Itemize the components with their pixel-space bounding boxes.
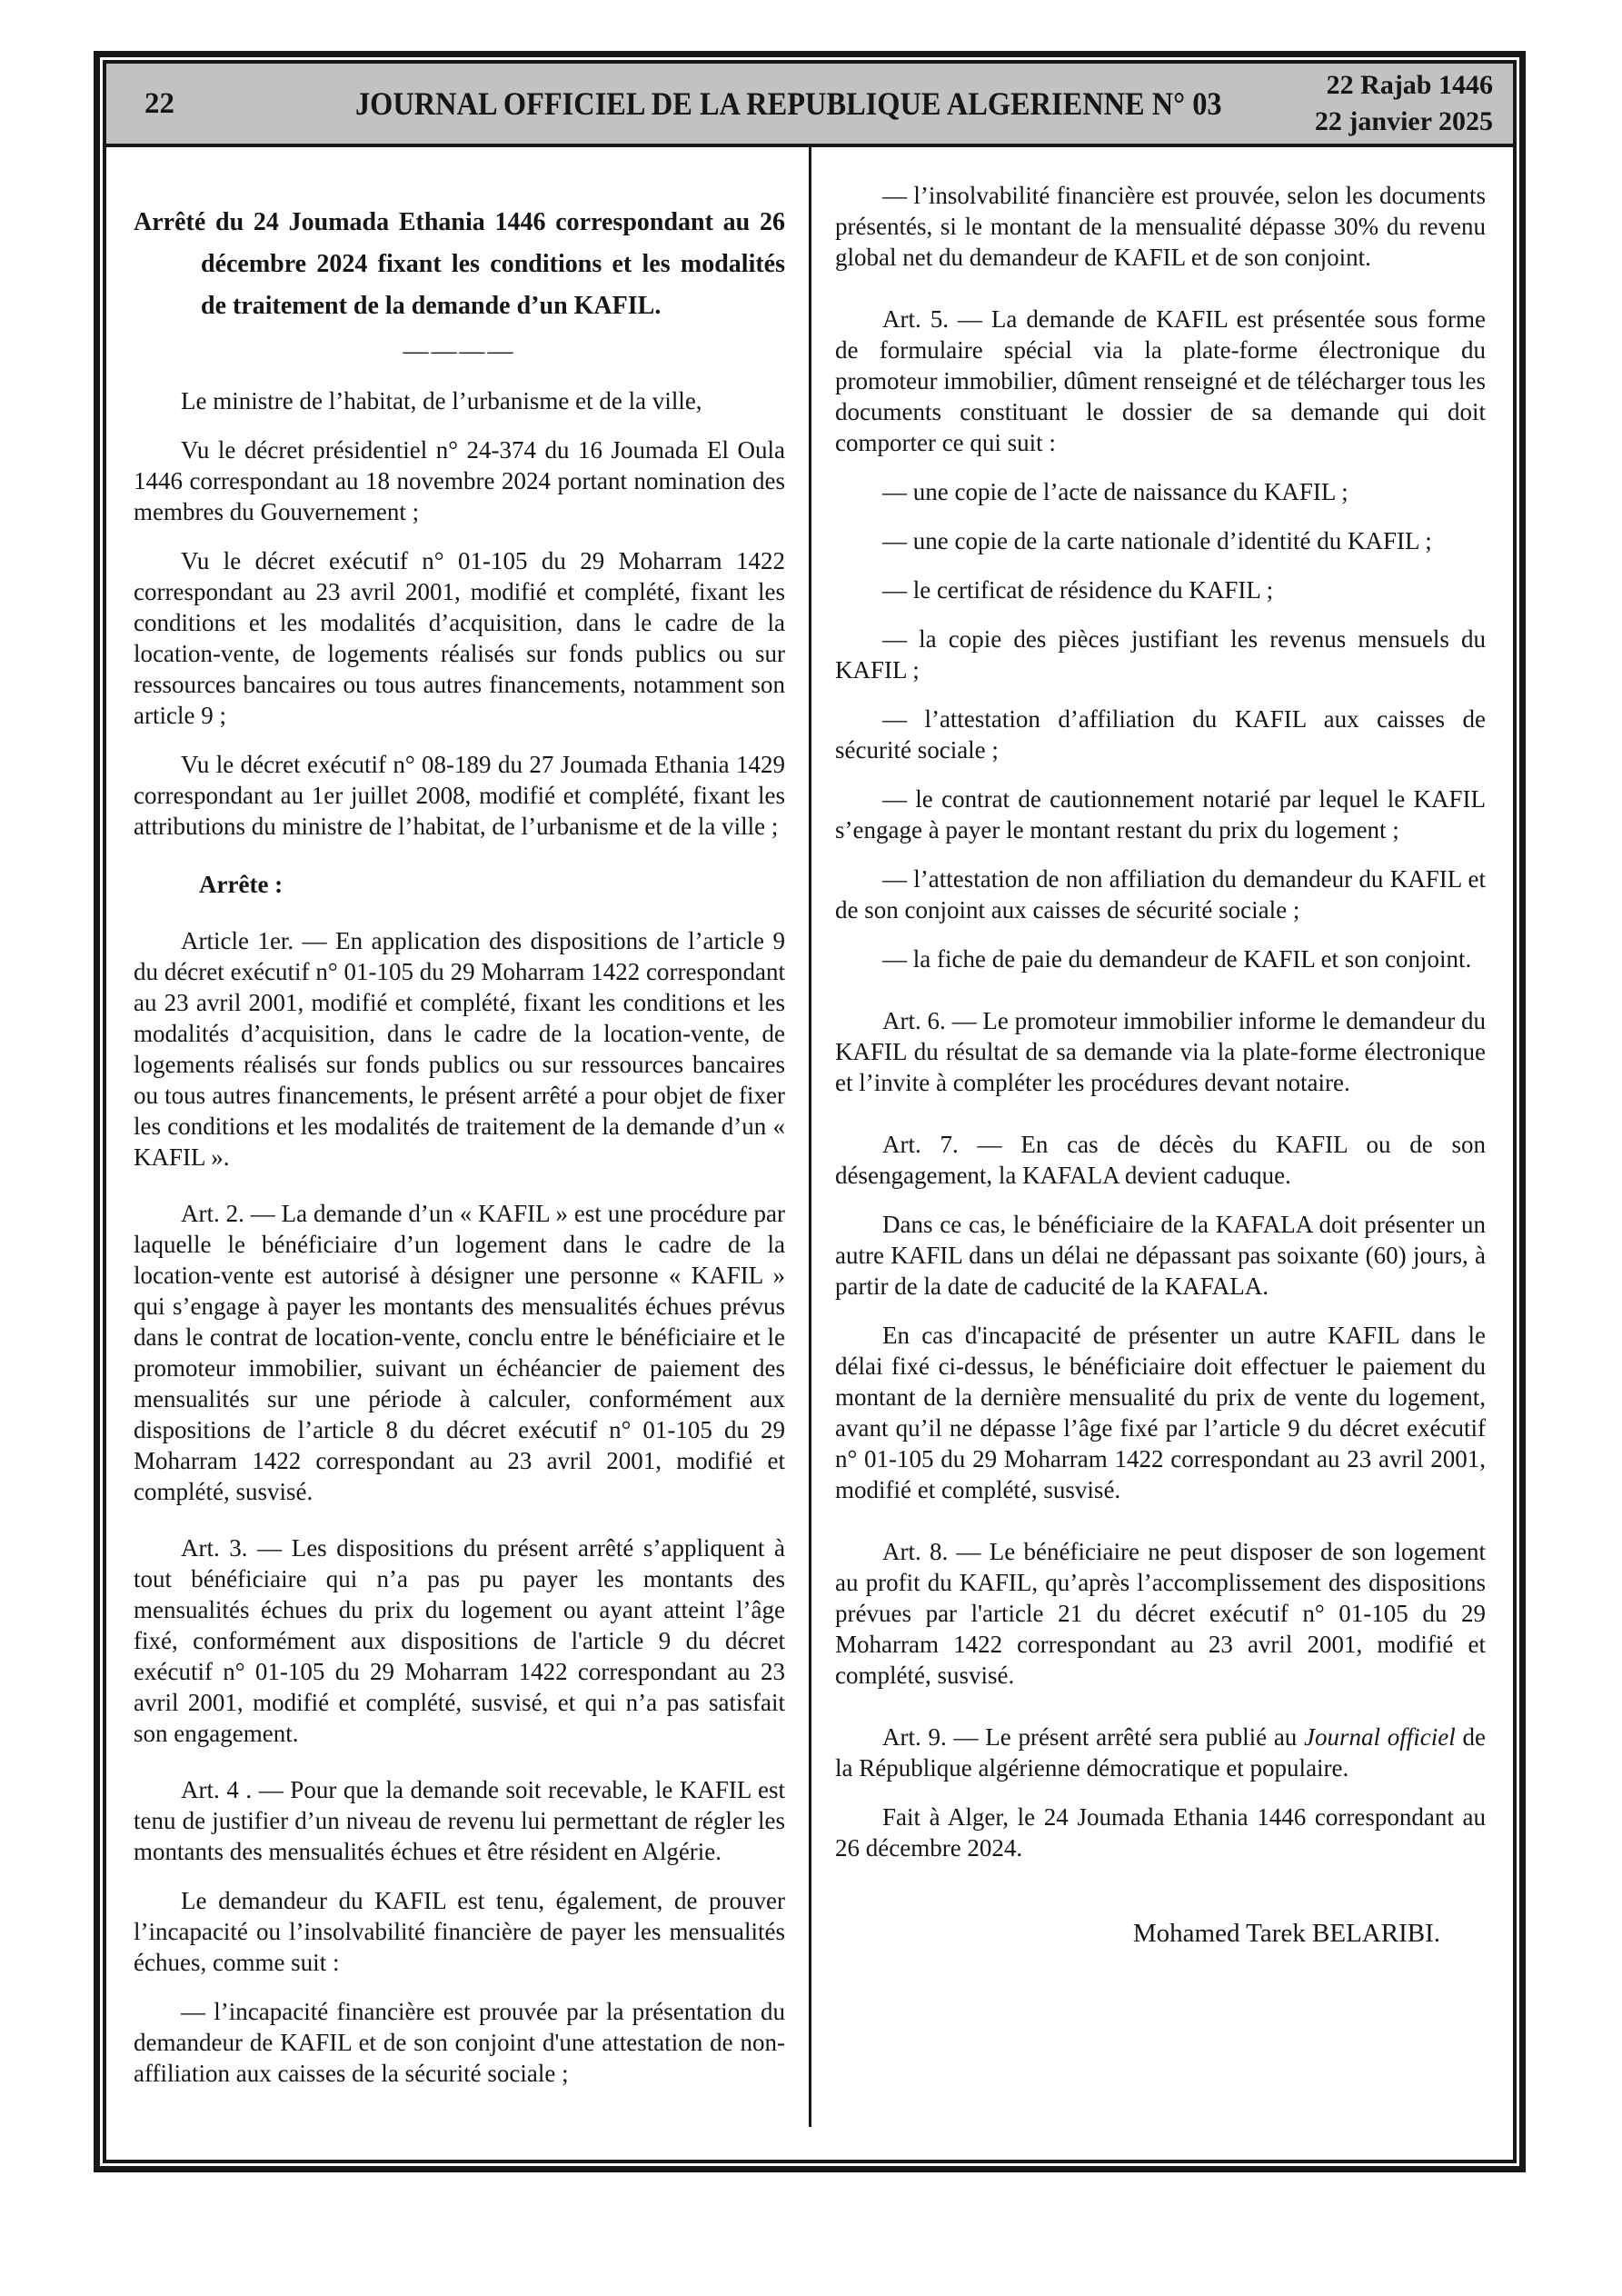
header-band [106,64,1513,147]
article-9-paragraph [835,1722,1486,1783]
date-gregorian: 22 janvier 2025 [1314,106,1493,136]
dash-separator: ———— [403,337,516,365]
bullet-item: — une copie de la carte nationale d’identité du KAFIL ; [882,527,1432,554]
article-3-paragraph: Art. 3. — Les dispositions du présent arrêté s’appliquent à tout bénéficiaire qui n’a pas pu payer les montants des mensualités échues du prix du logement ou ayant atteint l’âge fixé, conformément aux dispositions de l'article 9 du décret exécutif n° 01-105 du 29 Moharram 1422 correspondant au 23 avril 2001, modifié et complété, susvisé, et qui n’a pas satisfait son engagement. [134,1534,785,1747]
fait-a-alger-paragraph: Fait à Alger, le 24 Joumada Ethania 1446 correspondant au 26 décembre 2024. [835,1803,1486,1862]
visa-paragraph: Vu le décret exécutif n° 01-105 du 29 Moharram 1422 correspondant au 23 avril 2001, modifié et complété, fixant les conditions et les modalités d’acquisition, dans le cadre de la location-vente, de logements réalisés sur fonds publics ou sur ressources bancaires ou tous autres financements, notamment son article 9 ; [134,547,785,729]
ministre-paragraph: Le ministre de l’habitat, de l’urbanisme et de la ville, [181,387,702,414]
bullet-item: — l’incapacité financière est prouvée par la présentation du demandeur de KAFIL et de son conjoint d'une attestation de non-affiliation aux caisses de la sécurité sociale ; [134,1998,785,2087]
page-body [106,147,1513,2160]
journal-title-text: JOURNAL OFFICIEL DE LA REPUBLIQUE ALGERIENNE N° 03 [355,85,1222,122]
issue-dates [1315,67,1493,140]
left-column [106,147,809,2160]
en-cas-incapacite-paragraph: En cas d'incapacité de présenter un autre KAFIL dans le délai fixé ci-dessus, le bénéficiaire doit effectuer le paiement du montant de la dernière mensualité du prix de vente du logement, avant qu’il ne dépasse l’âge fixé par l’article 9 du décret exécutif n° 01-105 du 29 Moharram 1422 correspondant au 23 avril 2001, modifié et complété, susvisé. [835,1322,1486,1503]
bullet-item: — la fiche de paie du demandeur de KAFIL et son conjoint. [882,945,1472,973]
article-7-paragraph: Art. 7. — En cas de décès du KAFIL ou de son désengagement, la KAFALA devient caduque. [835,1131,1486,1189]
date-hijri: 22 Rajab 1446 [1326,70,1493,100]
bullet-item: — l’attestation de non affiliation du demandeur du KAFIL et de son conjoint aux caisses de sécurité sociale ; [835,865,1486,923]
article-1-paragraph: Article 1er. — En application des dispositions de l’article 9 du décret exécutif n° 01-105 du 29 Moharram 1422 correspondant au 23 avril 2001, modifié et complété, fixant les conditions et les modalités d’acquisition, dans le cadre de la location-vente, de logements réalisés sur fonds publics ou sur ressources bancaires ou tous autres financements, le présent arrêté a pour objet de fixer les conditions et les modalités de traitement de la demande d’un « KAFIL ». [134,927,785,1171]
page-frame-inner [103,60,1517,2163]
bullet-item: — l’attestation d’affiliation du KAFIL aux caisses de sécurité sociale ; [835,705,1486,764]
journal-title [263,85,1315,123]
bullet-item: — le certificat de résidence du KAFIL ; [882,576,1274,604]
signature: Mohamed Tarek BELARIBI. [1132,1919,1440,1948]
arrete-label: Arrête : [199,871,284,898]
article-9-text-end: de la République algérienne démocratique et populaire. [835,1723,1486,1782]
demandeur-paragraph: Le demandeur du KAFIL est tenu, également, de prouver l’incapacité ou l’insolvabilité financière de payer les mensualités échues, comme suit : [134,1887,785,1976]
article-8-paragraph: Art. 8. — Le bénéficiaire ne peut disposer de son logement au profit du KAFIL, qu’après l’accomplissement des dispositions prévues par l'article 21 du décret exécutif n° 01-105 du 29 Moharram 1422 correspondant au 23 avril 2001, modifié et complété, susvisé. [835,1538,1486,1689]
journal-officiel-italic: Journal officiel [1304,1723,1456,1751]
article-5-paragraph: Art. 5. — La demande de KAFIL est présentée sous forme de formulaire spécial via la plate-forme électronique du promoteur immobilier, dûment renseigné et de télécharger tous les documents constituant le dossier de sa demande qui doit comporter ce qui suit : [835,305,1486,456]
article-9-text: Art. 9. — Le présent arrêté sera publié au [882,1723,1305,1751]
bullet-item: — l’insolvabilité financière est prouvée, selon les documents présentés, si le montant de la mensualité dépasse 30% du revenu global net du demandeur de KAFIL et de son conjoint. [835,182,1486,271]
article-2-paragraph: Art. 2. — La demande d’un « KAFIL » est une procédure par laquelle le bénéficiaire d’un logement dans le cadre de la location-vente est autorisé à désigner une personne « KAFIL » qui s’engage à payer les montants des mensualités échues prévus dans le contrat de location-vente, conclu entre le bénéficiaire et le promoteur immobilier, suivant un échéancier de paiement des mensualités sur une période à calculer, conformément aux dispositions de l’article 8 du décret exécutif n° 01-105 du 29 Moharram 1422 correspondant au 23 avril 2001, modifié et complété, susvisé. [134,1200,785,1505]
right-column [811,147,1513,2160]
page-number: 22 [144,86,174,120]
article-6-paragraph: Art. 6. — Le promoteur immobilier informe le demandeur du KAFIL du résultat de sa demande via la plate-forme électronique et l’invite à compléter les procédures devant notaire. [835,1007,1486,1096]
page-frame [94,51,1526,2172]
bullet-item: — la copie des pièces justifiant les revenus mensuels du KAFIL ; [835,625,1486,684]
arrete-heading: Arrêté du 24 Joumada Ethania 1446 correspondant au 26 décembre 2024 fixant les conditions et les modalités de traitement de la demande d’un KAFIL. [134,208,785,320]
bullet-item: — une copie de l’acte de naissance du KAFIL ; [882,478,1348,505]
visa-paragraph: Vu le décret présidentiel n° 24-374 du 16 Joumada El Oula 1446 correspondant au 18 novembre 2024 portant nomination des membres du Gouvernement ; [134,436,785,525]
bullet-item: — le contrat de cautionnement notarié par lequel le KAFIL s’engage à payer le montant restant du prix du logement ; [835,785,1486,844]
dans-ce-cas-paragraph: Dans ce cas, le bénéficiaire de la KAFALA doit présenter un autre KAFIL dans un délai ne dépassant pas soixante (60) jours, à partir de la date de caducité de la KAFALA. [835,1211,1486,1300]
article-4-paragraph: Art. 4 . — Pour que la demande soit recevable, le KAFIL est tenu de justifier d’un niveau de revenu lui permettant de régler les montants des mensualités échues et être résident en Algérie. [134,1776,785,1865]
visa-paragraph: Vu le décret exécutif n° 08-189 du 27 Joumada Ethania 1429 correspondant au 1er juillet 2008, modifié et complété, fixant les attributions du ministre de l’habitat, de l’urbanisme et de la ville ; [134,751,785,840]
